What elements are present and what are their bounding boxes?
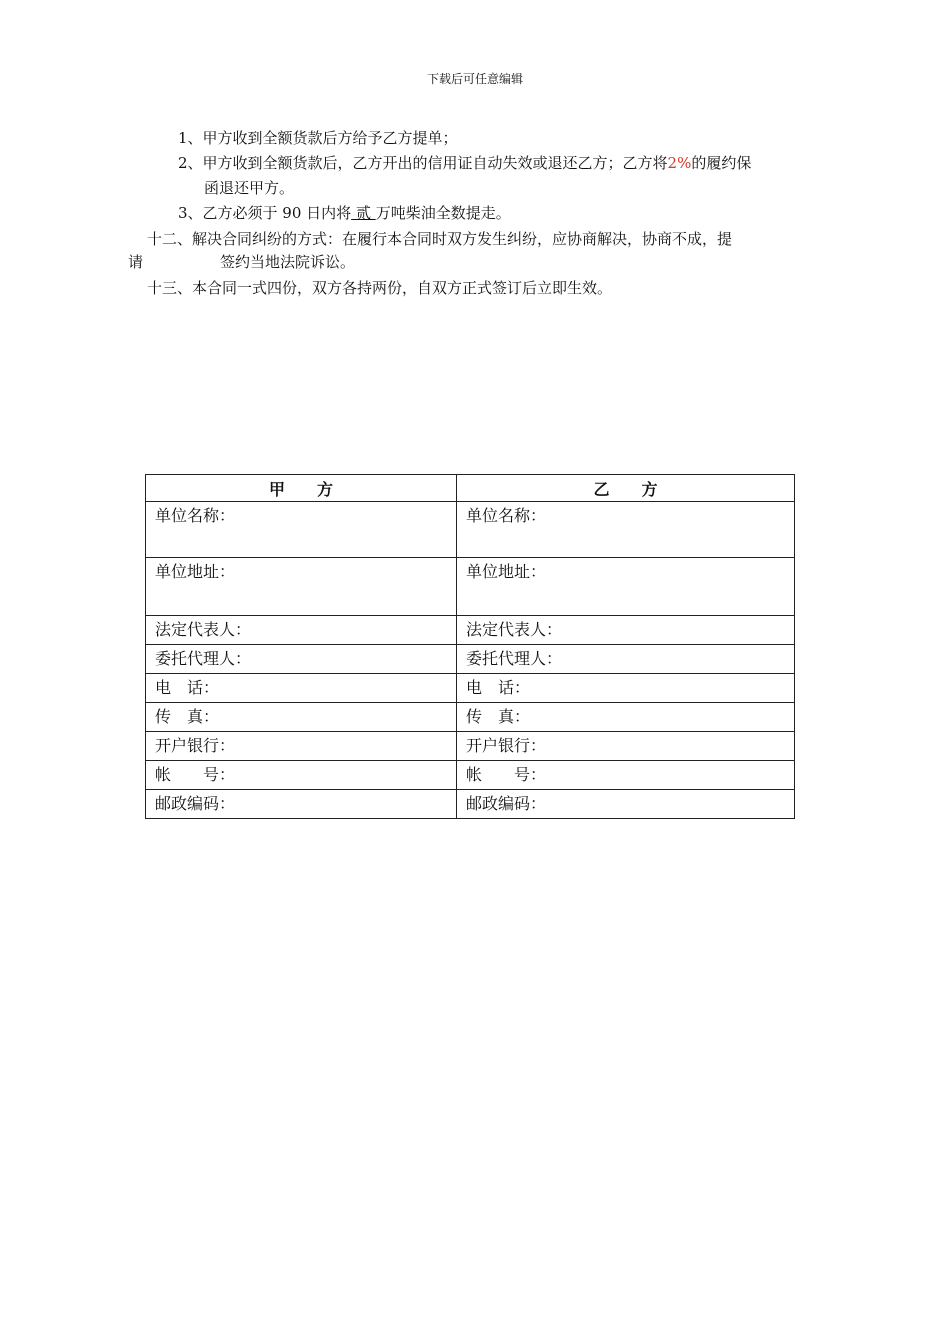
- table-header-row: [146, 475, 795, 502]
- item-2-text: 2、甲方收到全额货款后，乙方开出的信用证自动失效或退还乙方；乙方将: [178, 154, 668, 172]
- party-a-account: 帐 号：: [146, 761, 457, 790]
- table-row: [146, 645, 795, 674]
- party-b-address: 单位地址：: [457, 558, 795, 616]
- party-a-fax: 传 真：: [146, 703, 457, 732]
- table-row: [146, 732, 795, 761]
- item-3-text: 3、乙方必须于 90 日内将: [178, 204, 352, 222]
- party-a-unit-name: 单位名称：: [146, 502, 457, 558]
- table-row: [146, 558, 795, 616]
- party-b-legal-rep: 法定代表人：: [457, 616, 795, 645]
- table-row: [146, 703, 795, 732]
- clause-11-item-3: [178, 203, 511, 223]
- party-b-heading: 乙 方: [457, 475, 795, 502]
- party-b-fax: 传 真：: [457, 703, 795, 732]
- clause-11-item-1: 1、甲方收到全额货款后方给予乙方提单；: [178, 129, 458, 147]
- table-row: [146, 502, 795, 558]
- party-b-agent: 委托代理人：: [457, 645, 795, 674]
- party-a-heading: 甲 方: [146, 475, 457, 502]
- clause-12-line-1: 十二、解决合同纠纷的方式：在履行本合同时双方发生纠纷，应协商解决，协商不成，提: [147, 230, 733, 248]
- party-b-account: 帐 号：: [457, 761, 795, 790]
- signature-table: [145, 474, 795, 819]
- party-b-unit-name: 单位名称：: [457, 502, 795, 558]
- party-a-legal-rep: 法定代表人：: [146, 616, 457, 645]
- clause-12-word: 请: [128, 253, 144, 271]
- deposit-percent: 2%: [667, 154, 692, 172]
- table-row: [146, 616, 795, 645]
- item-2-text-end: 的履约保: [691, 154, 752, 172]
- party-a-address: 单位地址：: [146, 558, 457, 616]
- clause-11-item-2: [178, 153, 751, 173]
- clause-12-line-2: 签约当地法院诉讼。: [220, 253, 356, 271]
- party-b-postcode: 邮政编码：: [457, 790, 795, 819]
- clause-13: 十三、本合同一式四份，双方各持两份，自双方正式签订后立即生效。: [147, 279, 613, 297]
- party-b-bank: 开户银行：: [457, 732, 795, 761]
- party-a-agent: 委托代理人：: [146, 645, 457, 674]
- party-a-phone: 电 话：: [146, 674, 457, 703]
- table-row: [146, 790, 795, 819]
- party-a-bank: 开户银行：: [146, 732, 457, 761]
- item-3-text-end: 万吨柴油全数提走。: [375, 204, 511, 222]
- quantity-amount: 贰: [351, 204, 376, 222]
- party-b-phone: 电 话：: [457, 674, 795, 703]
- page-header: 下载后可任意编辑: [426, 72, 523, 86]
- clause-11-item-2-cont: 函退还甲方。: [204, 179, 295, 197]
- table-row: [146, 761, 795, 790]
- table-row: [146, 674, 795, 703]
- party-a-postcode: 邮政编码：: [146, 790, 457, 819]
